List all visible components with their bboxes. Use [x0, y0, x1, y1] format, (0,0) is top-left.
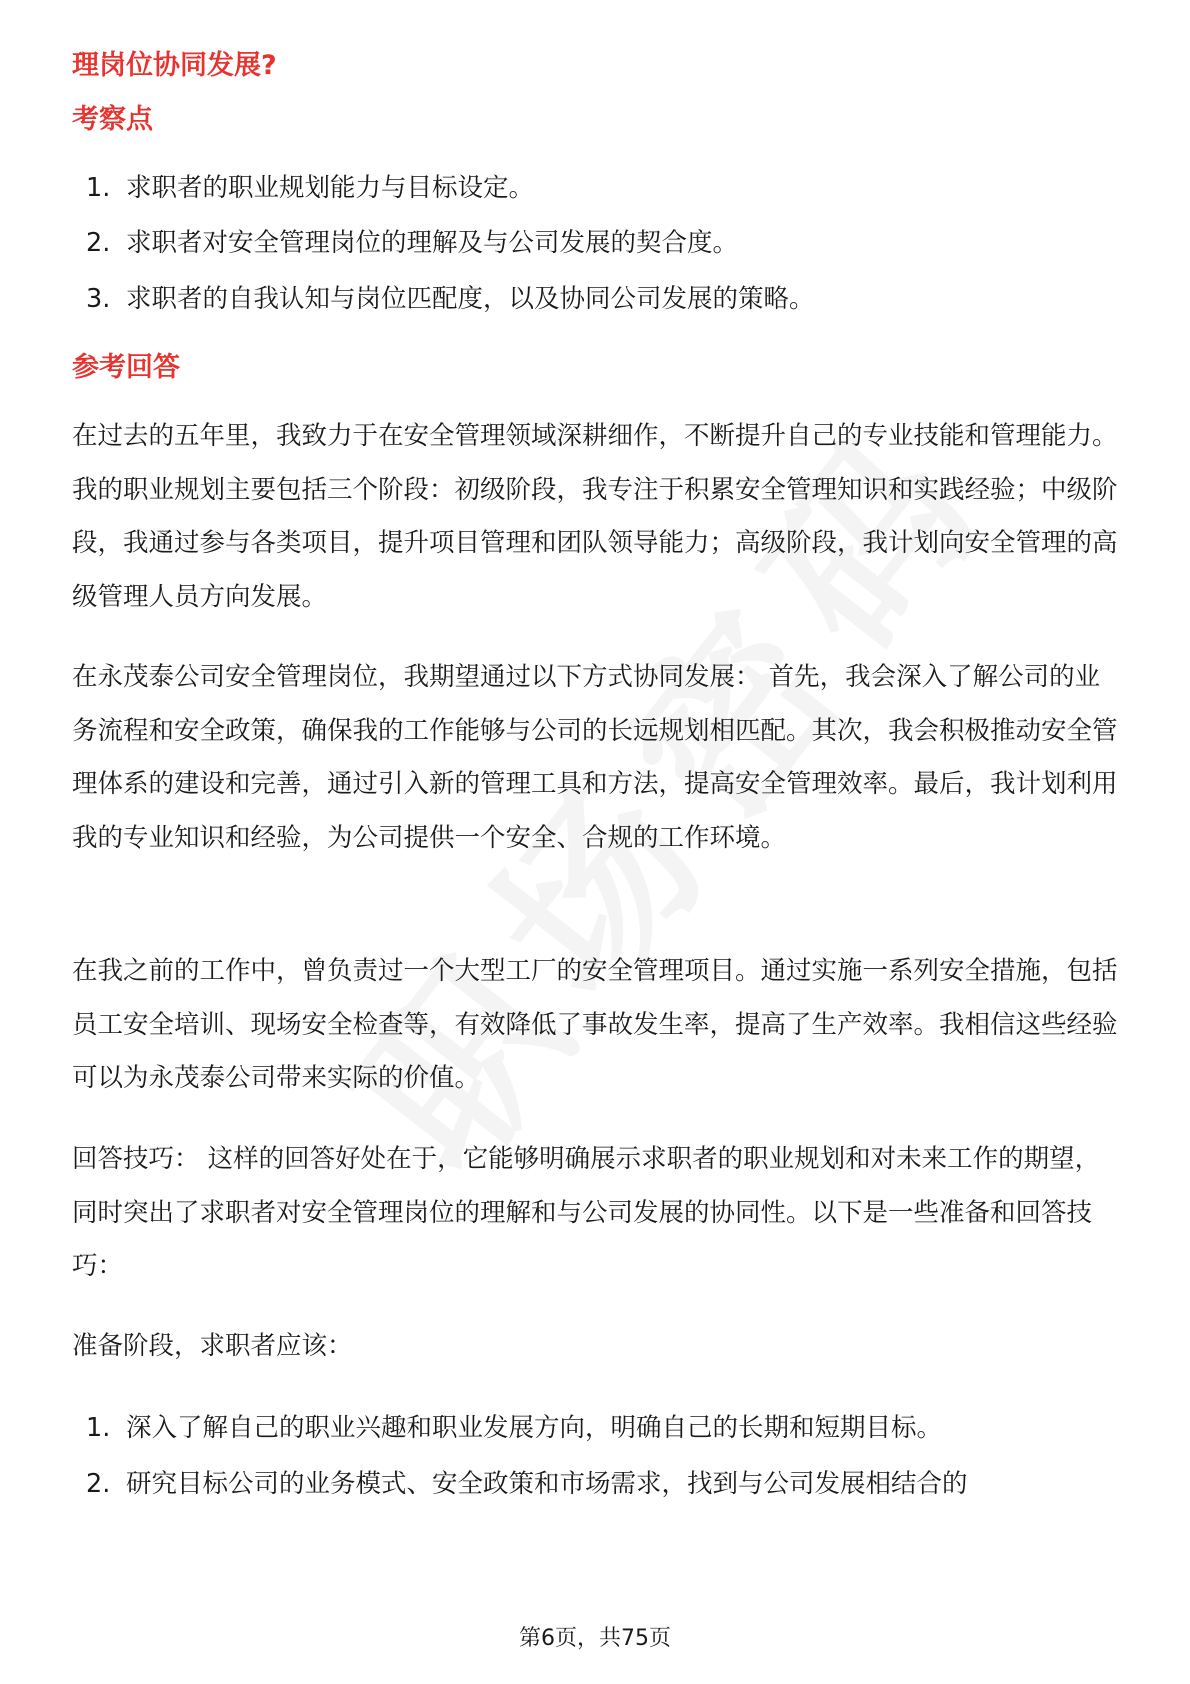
list-number: 2. [86, 228, 111, 258]
list-number: 2. [86, 1469, 111, 1499]
question-title: 理岗位协同发展? [72, 50, 277, 81]
list-text: 求职者的自我认知与岗位匹配度，以及协同公司发展的策略。 [126, 284, 815, 314]
list-text: 深入了解自己的职业兴趣和职业发展方向，明确自己的长期和短期目标。 [126, 1413, 943, 1443]
page-footer: 第6页，共75页 [519, 1626, 671, 1651]
answer-paragraph: 在我之前的工作中，曾负责过一个大型工厂的安全管理项目。通过实施一系列安全措施，包括员工安全培训、现场安全检查等，有效降低了事故发生率，提高了生产效率。我相信这些经验可以为永茂泰公司带来实际的价值。 [72, 956, 1118, 1093]
points-heading: 考察点 [72, 104, 153, 135]
list-number: 3. [86, 284, 111, 314]
list-number: 1. [86, 173, 111, 203]
answer-paragraph: 在过去的五年里，我致力于在安全管理领域深耕细作，不断提升自己的专业技能和管理能力。我的职业规划主要包括三个阶段：初级阶段，我专注于积累安全管理知识和实践经验；中级阶段，我通过参与各类项目，提升项目管理和团队领导能力；高级阶段，我计划向安全管理的高级管理人员方向发展。 [72, 421, 1118, 612]
answer-heading: 参考回答 [72, 352, 180, 383]
list-text: 求职者的职业规划能力与目标设定。 [126, 173, 535, 203]
list-text: 研究目标公司的业务模式、安全政策和市场需求，找到与公司发展相结合的 [126, 1469, 968, 1499]
tips-paragraph: 回答技巧： 这样的回答好处在于，它能够明确展示求职者的职业规划和对未来工作的期望，同时突出了求职者对安全管理岗位的理解和与公司发展的协同性。以下是一些准备和回答技巧： [72, 1144, 1101, 1281]
list-item [86, 281, 1126, 317]
list-item [86, 170, 1126, 206]
list-item [86, 1466, 1126, 1502]
answer-paragraph: 在永茂泰公司安全管理岗位，我期望通过以下方式协同发展： 首先，我会深入了解公司的业务流程和安全政策，确保我的工作能够与公司的长远规划相匹配。其次，我会积极推动安全管理体系的建设和完善，通过引入新的管理工具和方法，提高安全管理效率。最后，我计划利用我的专业知识和经验，为公司提供一个安全、合规的工作环境。 [72, 662, 1118, 853]
prep-intro: 准备阶段，求职者应该： [72, 1331, 353, 1361]
list-number: 1. [86, 1413, 111, 1443]
list-item [86, 225, 1126, 261]
list-text: 求职者对安全管理岗位的理解及与公司发展的契合度。 [126, 228, 739, 258]
list-item [86, 1410, 1126, 1446]
